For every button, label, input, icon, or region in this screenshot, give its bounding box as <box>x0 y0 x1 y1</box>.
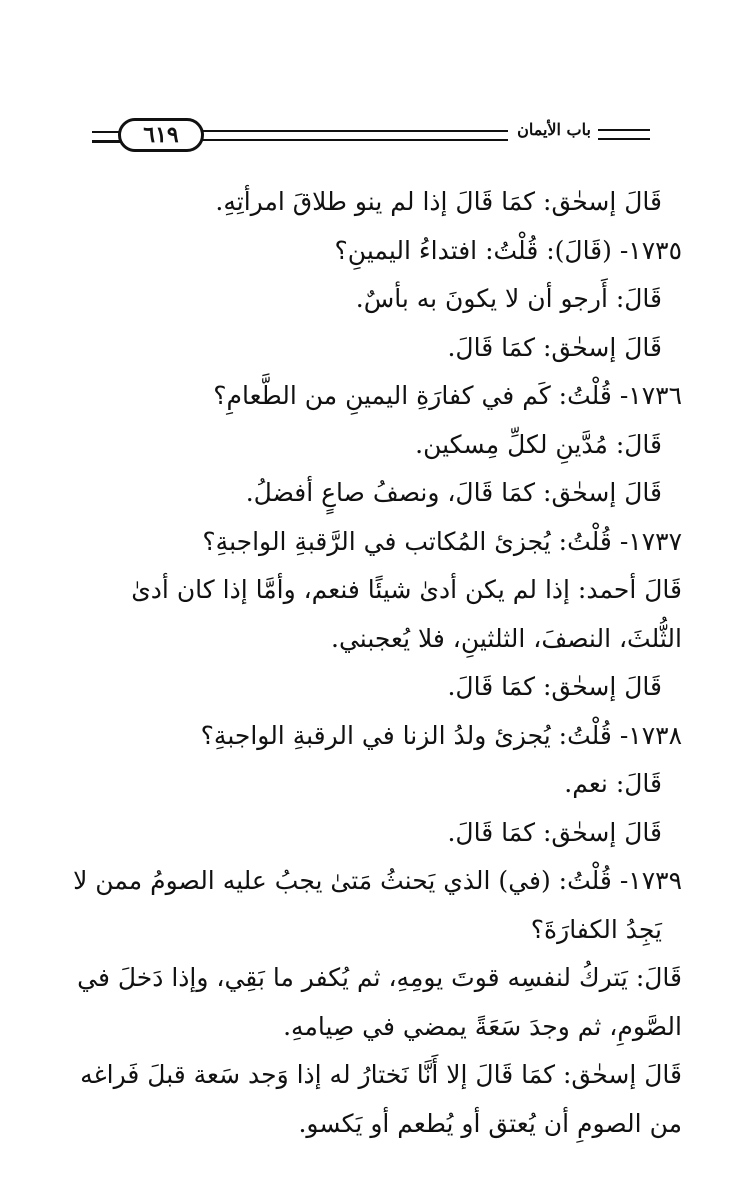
question-line: ١٧٣٩- قُلْتُ: (في) الذي يَحنثُ مَتىٰ يجبُ عليه الصومُ ممن لا <box>73 866 682 895</box>
question-line: ١٧٣٦- قُلْتُ: كَم في كفارَةِ اليمينِ من الطَّعامِ؟ <box>213 381 682 410</box>
text-line: الثُّلثَ، النصفَ، الثلثينِ، فلا يُعجبني. <box>331 623 682 653</box>
page-body <box>70 178 682 1148</box>
header-rule-right <box>598 129 650 140</box>
text-line: قَالَ إسحٰق: كمَا قَالَ. <box>447 672 662 701</box>
text-line: قَالَ: مُدَّينِ لكلِّ مِسكين. <box>415 429 662 459</box>
text-line: قَالَ إسحٰق: كمَا قَالَ إلا أَنَّا نَختارُ له إذا وَجد سَعة قبلَ فَراغه <box>80 1060 682 1089</box>
text-line: الصَّومِ، ثم وجدَ سَعَةً يمضي في صِيامهِ. <box>283 1011 682 1041</box>
question-line: ١٧٣٥- (قَالَ): قُلْتُ: افتداءُ اليمينِ؟ <box>334 235 682 265</box>
text-line: قَالَ إسحٰق: كمَا قَالَ، ونصفُ صاعٍ أفضلُ. <box>245 478 662 507</box>
header-rule-middle <box>202 130 508 141</box>
text-line: يَجِدُ الكفارَةَ؟ <box>530 914 662 944</box>
page-number: ٦١٩ <box>118 118 204 152</box>
text-line: من الصومِ أن يُعتق أو يُطعم أو يَكسو. <box>298 1108 682 1138</box>
question-line: ١٧٣٨- قُلْتُ: يُجزئ ولدُ الزنا في الرقبةِ الواجبةِ؟ <box>200 720 682 750</box>
text-line: قَالَ إسحٰق: كمَا قَالَ. <box>447 332 662 362</box>
text-line: قَالَ إسحٰق: كمَا قَالَ. <box>447 817 662 847</box>
page-header <box>0 108 755 158</box>
text-line: قَالَ أحمد: إذا لم يكن أدىٰ شيئًا فنعم، وأمَّا إذا كان أدىٰ <box>131 575 682 604</box>
question-line: ١٧٣٧- قُلْتُ: يُجزئ المُكاتب في الرَّقبةِ الواجبةِ؟ <box>202 526 682 556</box>
text-line: قَالَ: أَرجو أن لا يكونَ به بأسٌ. <box>355 284 662 313</box>
text-line: قَالَ إسحٰق: كمَا قَالَ إذا لم ينو طلاقَ امرأتِهِ. <box>215 187 662 216</box>
chapter-title: باب الأيمان <box>517 120 591 139</box>
text-line: قَالَ: يَتركُ لنفسِه قوتَ يومِهِ، ثم يُكفر ما بَقِي، وإذا دَخلَ في <box>77 963 682 992</box>
text-line: قَالَ: نعم. <box>564 769 662 798</box>
